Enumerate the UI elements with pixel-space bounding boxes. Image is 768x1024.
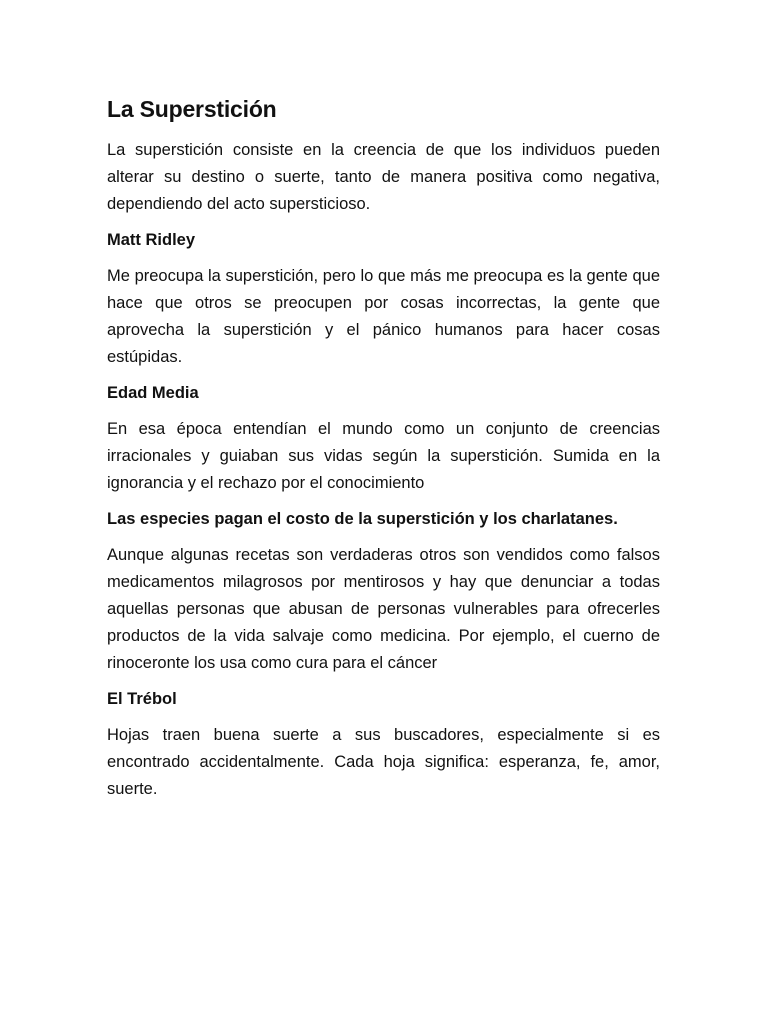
section-heading-matt-ridley: Matt Ridley	[107, 231, 196, 249]
section-body-matt-ridley: Me preocupa la superstición, pero lo que más me preocupa es la gente que hace que otros se preocupen por cosas incorrectas, la gente que aprovecha la superstición y el pánico humanos para hacer cosas estúpidas.	[107, 267, 660, 366]
section-body-edad-media: En esa época entendían el mundo como un conjunto de creencias irracionales y guiaban sus vidas según la superstición. Sumida en la ignorancia y el rechazo por el conocimiento	[107, 420, 660, 492]
intro-paragraph: La superstición consiste en la creencia de que los individuos pueden alterar su destino o suerte, tanto de manera positiva como negativa, dependiendo del acto supersticioso.	[107, 141, 660, 213]
section-body-especies: Aunque algunas recetas son verdaderas otros son vendidos como falsos medicamentos milagrosos por mentirosos y hay que denunciar a todas aquellas personas que abusan de personas vulnerables para ofrecerles productos de la vida salvaje como medicina. Por ejemplo, el cuerno de rinoceronte los usa como cura para el cáncer	[107, 546, 660, 672]
section-body-el-trebol: Hojas traen buena suerte a sus buscadores, especialmente si es encontrado accidentalmente. Cada hoja significa: esperanza, fe, amor, suerte.	[107, 726, 660, 798]
section-heading-el-trebol: El Trébol	[107, 690, 177, 708]
section-heading-especies: Las especies pagan el costo de la superstición y los charlatanes.	[107, 510, 618, 528]
document-title: La Superstición	[107, 96, 277, 122]
section-heading-edad-media: Edad Media	[107, 384, 199, 402]
document-page	[107, 93, 660, 812]
